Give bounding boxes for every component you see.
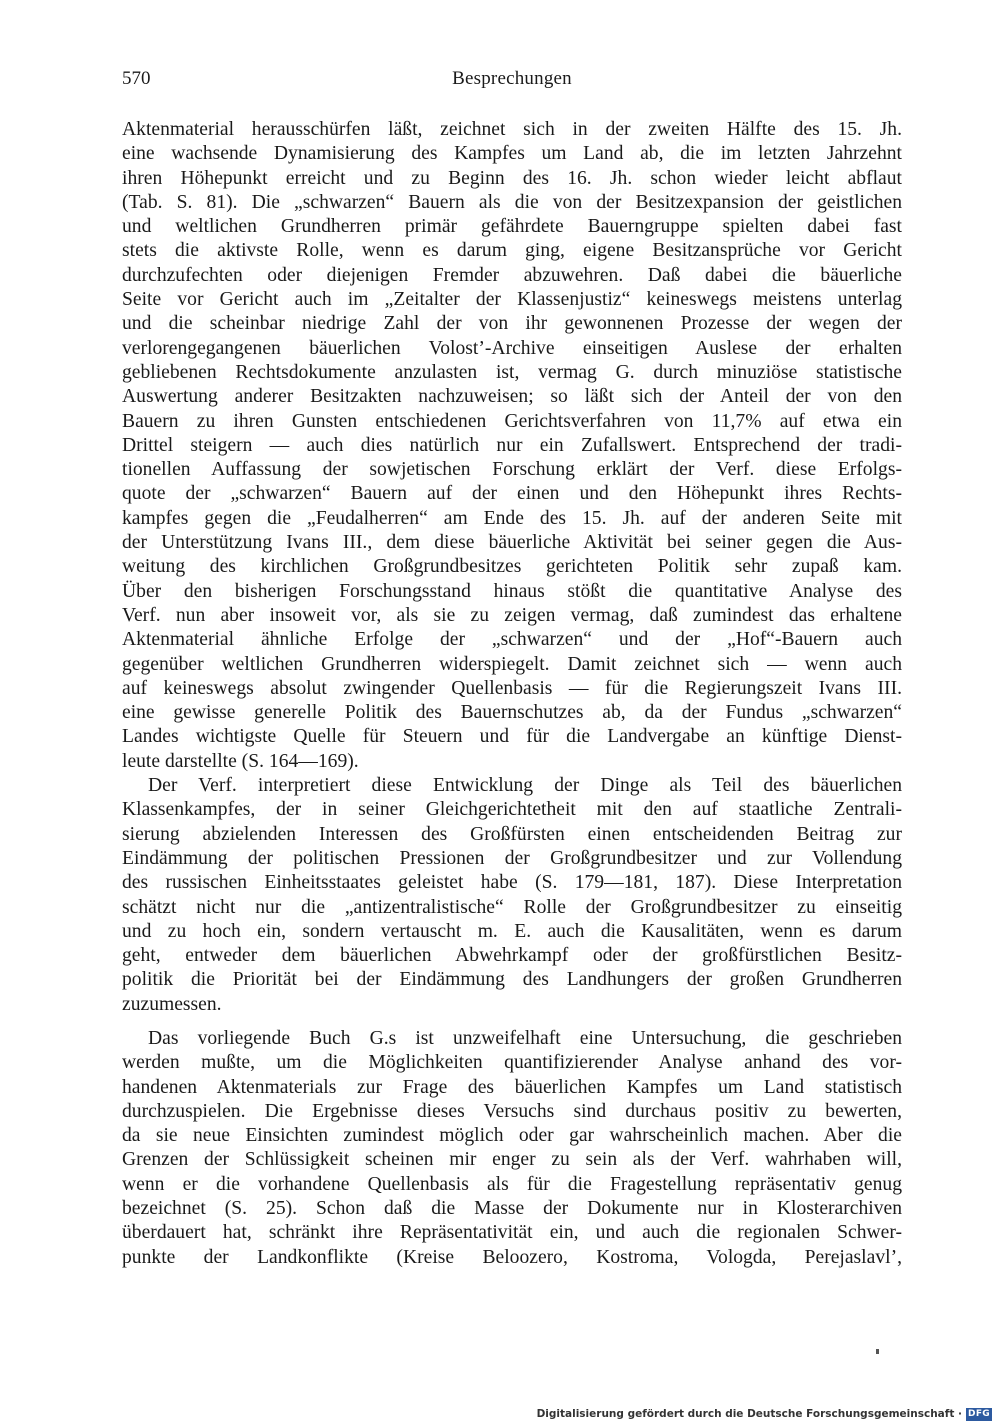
- text-line: quote der „schwarzen“ Bauern auf der einen und den Höhepunkt ihres Rechts-: [122, 483, 902, 505]
- text-line: Seite vor Gericht auch im „Zeitalter der Klassenjustiz“ keineswegs meistens unterlag: [122, 289, 902, 311]
- paragraph-1: [122, 118, 902, 774]
- text-line: weitung des kirchlichen Großgrundbesitzes gerichteten Politik sehr zupaß kam.: [122, 556, 902, 578]
- text-line: ihren Höhepunkt erreicht und zu Beginn des 16. Jh. schon wieder leicht abflaut: [122, 167, 902, 189]
- text-line: Klassenkampfes, der in seiner Gleichgerichtetheit mit den auf staatliche Zentrali-: [122, 799, 902, 821]
- text-line: zuzumessen.: [122, 993, 222, 1015]
- text-line: wenn er die vorhandene Quellenbasis als für die Fragestellung repräsentativ genug: [122, 1173, 902, 1195]
- page-number: 570: [122, 68, 151, 89]
- text-line: gebliebenen Rechtsdokumente anzulasten ist, vermag G. durch minuziöse statistische: [122, 361, 902, 383]
- text-line: überdauert hat, schränkt ihre Repräsentativität ein, und auch die regionalen Schwer-: [122, 1222, 902, 1244]
- text-line: handenen Aktenmaterials zur Frage des bäuerlichen Kampfes um Land statistisch: [122, 1076, 902, 1098]
- text-line: auf keineswegs absolut zwingender Quellenbasis — für die Regierungszeit Ivans III.: [122, 677, 902, 699]
- text-line: (Tab. S. 81). Die „schwarzen“ Bauern als die von der Besitzexpansion der geistlichen: [122, 191, 902, 213]
- text-line: verlorengegangenen bäuerlichen Volost’-Archive einseitigen Auslese der erhalten: [122, 337, 902, 359]
- text-line: Landes wichtigste Quelle für Steuern und für die Landvergabe an künftige Dienst-: [122, 726, 902, 748]
- text-line: leute darstellte (S. 164—169).: [122, 750, 359, 772]
- paragraph-3: [122, 1027, 902, 1270]
- text-line: Verf. nun aber insoweit vor, als sie zu zeigen vermag, daß zumindest das erhaltene: [122, 604, 902, 626]
- dfg-logo: DFG: [966, 1408, 992, 1421]
- text-line: und zu hoch ein, sondern vertauscht m. E. auch die Kausalitäten, wenn es darum: [122, 920, 902, 942]
- text-line: eine gewisse generelle Politik des Bauernschutzes ab, da der Fundus „schwarzen“: [122, 702, 902, 724]
- page-header: [122, 64, 902, 94]
- text-line: kampfes gegen die „Feudalherren“ am Ende des 15. Jh. auf der anderen Seite mit: [122, 507, 902, 529]
- text-line: Der Verf. interpretiert diese Entwicklung der Dinge als Teil des bäuerlichen: [148, 775, 902, 797]
- text-line: schätzt nicht nur die „antizentralistische“ Rolle der Großgrundbesitzer zu einseitig: [122, 896, 902, 918]
- paragraph-2: [122, 774, 902, 1017]
- scan-speck: [876, 1349, 879, 1354]
- review-body-text: [122, 118, 902, 1270]
- text-line: Eindämmung der politischen Pressionen der Großgrundbesitzer und zur Vollendung: [122, 847, 902, 869]
- text-line: Bauern zu ihren Gunsten entschiedenen Gerichtsverfahren von 11,7% auf etwa ein: [122, 410, 902, 432]
- text-line: Grenzen der Schlüssigkeit scheinen mir enger zu sein als der Verf. wahrhaben will,: [122, 1149, 902, 1171]
- text-line: der Unterstützung Ivans III., dem diese bäuerliche Aktivität bei seiner gegen die Aus-: [122, 532, 902, 554]
- text-line: Aktenmaterial herausschürfen läßt, zeichnet sich in der zweiten Hälfte des 15. Jh.: [122, 119, 902, 140]
- running-head: Besprechungen: [452, 68, 572, 89]
- text-line: durchzufechten oder diejenigen Fremder abzuwehren. Daß dabei die bäuerliche: [122, 264, 902, 286]
- text-line: des russischen Einheitsstaates geleistet habe (S. 179—181, 187). Diese Interpretation: [122, 872, 902, 894]
- paragraph-spacer: [122, 1017, 902, 1027]
- text-line: eine wachsende Dynamisierung des Kampfes um Land ab, die im letzten Jahrzehnt: [122, 143, 902, 165]
- text-line: und weltlichen Grundherren primär gefährdete Bauerngruppe spielten dabei fast: [122, 216, 902, 238]
- text-line: Über den bisherigen Forschungsstand hinaus stößt die quantitative Analyse des: [122, 580, 902, 602]
- text-line: gegenüber weltlichen Grundherren widerspiegelt. Damit zeichnet sich — wenn auch: [122, 653, 902, 675]
- text-line: bezeichnet (S. 25). Schon daß die Masse der Dokumente nur in Klosterarchiven: [122, 1198, 902, 1220]
- digitization-footer: [537, 1407, 992, 1421]
- text-line: da sie neue Einsichten zumindest möglich oder gar wahrscheinlich machen. Aber die: [122, 1125, 902, 1147]
- text-line: Auswertung anderer Besitzakten nachzuweisen; so läßt sich der Anteil der von den: [122, 386, 902, 408]
- text-line: stets die aktivste Rolle, wenn es darum ging, eigene Besitzansprüche vor Gericht: [122, 240, 902, 262]
- text-line: Drittel steigern — auch dies natürlich nur ein Zufallswert. Entsprechend der tradi-: [122, 434, 902, 456]
- digitization-note: Digitalisierung gefördert durch die Deutsche Forschungsgemeinschaft ·: [536, 1408, 962, 1420]
- text-line: tionellen Auffassung der sowjetischen Forschung erklärt der Verf. diese Erfolgs-: [122, 459, 902, 481]
- text-line: politik die Priorität bei der Eindämmung des Landhungers der großen Grundherren: [122, 969, 902, 991]
- text-line: durchzuspielen. Die Ergebnisse dieses Versuchs sind durchaus positiv zu bewerten,: [122, 1100, 902, 1122]
- text-line: und die scheinbar niedrige Zahl der von ihr gewonnenen Prozesse der wegen der: [122, 313, 902, 335]
- text-line: Aktenmaterial ähnliche Erfolge der „schwarzen“ und der „Hof“-Bauern auch: [122, 629, 902, 651]
- text-line: Das vorliegende Buch G.s ist unzweifelhaft eine Untersuchung, die geschrieben: [148, 1027, 902, 1049]
- text-line: geht, entweder dem bäuerlichen Abwehrkampf oder der großfürstlichen Besitz-: [122, 945, 902, 967]
- text-line: sierung abzielenden Interessen des Großfürsten einen entscheidenden Beitrag zur: [122, 823, 902, 845]
- text-line: werden mußte, um die Möglichkeiten quantifizierender Analyse anhand des vor-: [122, 1052, 902, 1074]
- text-line: punkte der Landkonflikte (Kreise Beloozero, Kostroma, Vologda, Perejaslavl’,: [122, 1246, 902, 1268]
